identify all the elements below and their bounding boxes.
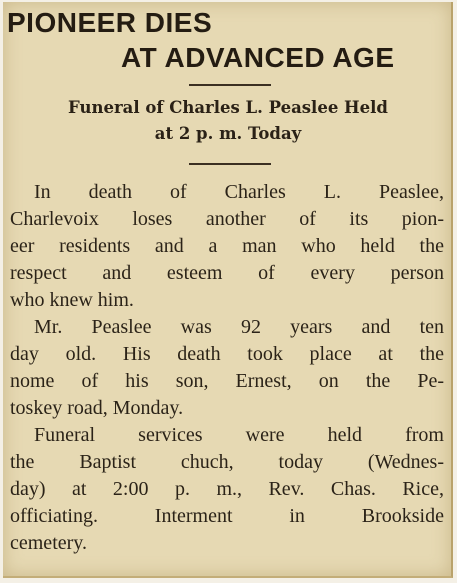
- paragraph-2-line-2: day old. His death took place at the: [10, 343, 444, 365]
- paragraph-2-line-1: Mr. Peaslee was 92 years and ten: [34, 316, 444, 338]
- paragraph-1-line-2: Charlevoix loses another of its pion-: [10, 208, 444, 230]
- paragraph-3-line-2: the Baptist chuch, today (Wednes-: [10, 451, 444, 473]
- subheadline-line-1: Funeral of Charles L. Peaslee Held: [68, 98, 388, 117]
- paragraph-2-line-4: toskey road, Monday.: [10, 397, 184, 419]
- headline-line-1: PIONEER DIES: [7, 7, 213, 38]
- newspaper-clipping: [3, 2, 453, 578]
- subheadline-line-2: at 2 p. m. Today: [154, 124, 302, 143]
- divider-rule-top: [189, 84, 271, 86]
- paragraph-1-line-5: who knew him.: [10, 289, 134, 311]
- paragraph-3-line-4: officiating. Interment in Brookside: [10, 505, 444, 527]
- headline-line-2: AT ADVANCED AGE: [121, 42, 395, 73]
- divider-rule-bottom: [189, 163, 271, 165]
- paragraph-1-line-1: In death of Charles L. Peaslee,: [34, 181, 444, 203]
- paragraph-2-line-3: nome of his son, Ernest, on the Pe-: [10, 370, 444, 392]
- paragraph-1-line-4: respect and esteem of every person: [10, 262, 444, 284]
- paragraph-1-line-3: eer residents and a man who held the: [10, 235, 444, 257]
- paragraph-3-line-5: cemetery.: [10, 532, 87, 554]
- paragraph-3-line-1: Funeral services were held from: [34, 424, 444, 446]
- paragraph-3-line-3: day) at 2:00 p. m., Rev. Chas. Rice,: [10, 478, 444, 500]
